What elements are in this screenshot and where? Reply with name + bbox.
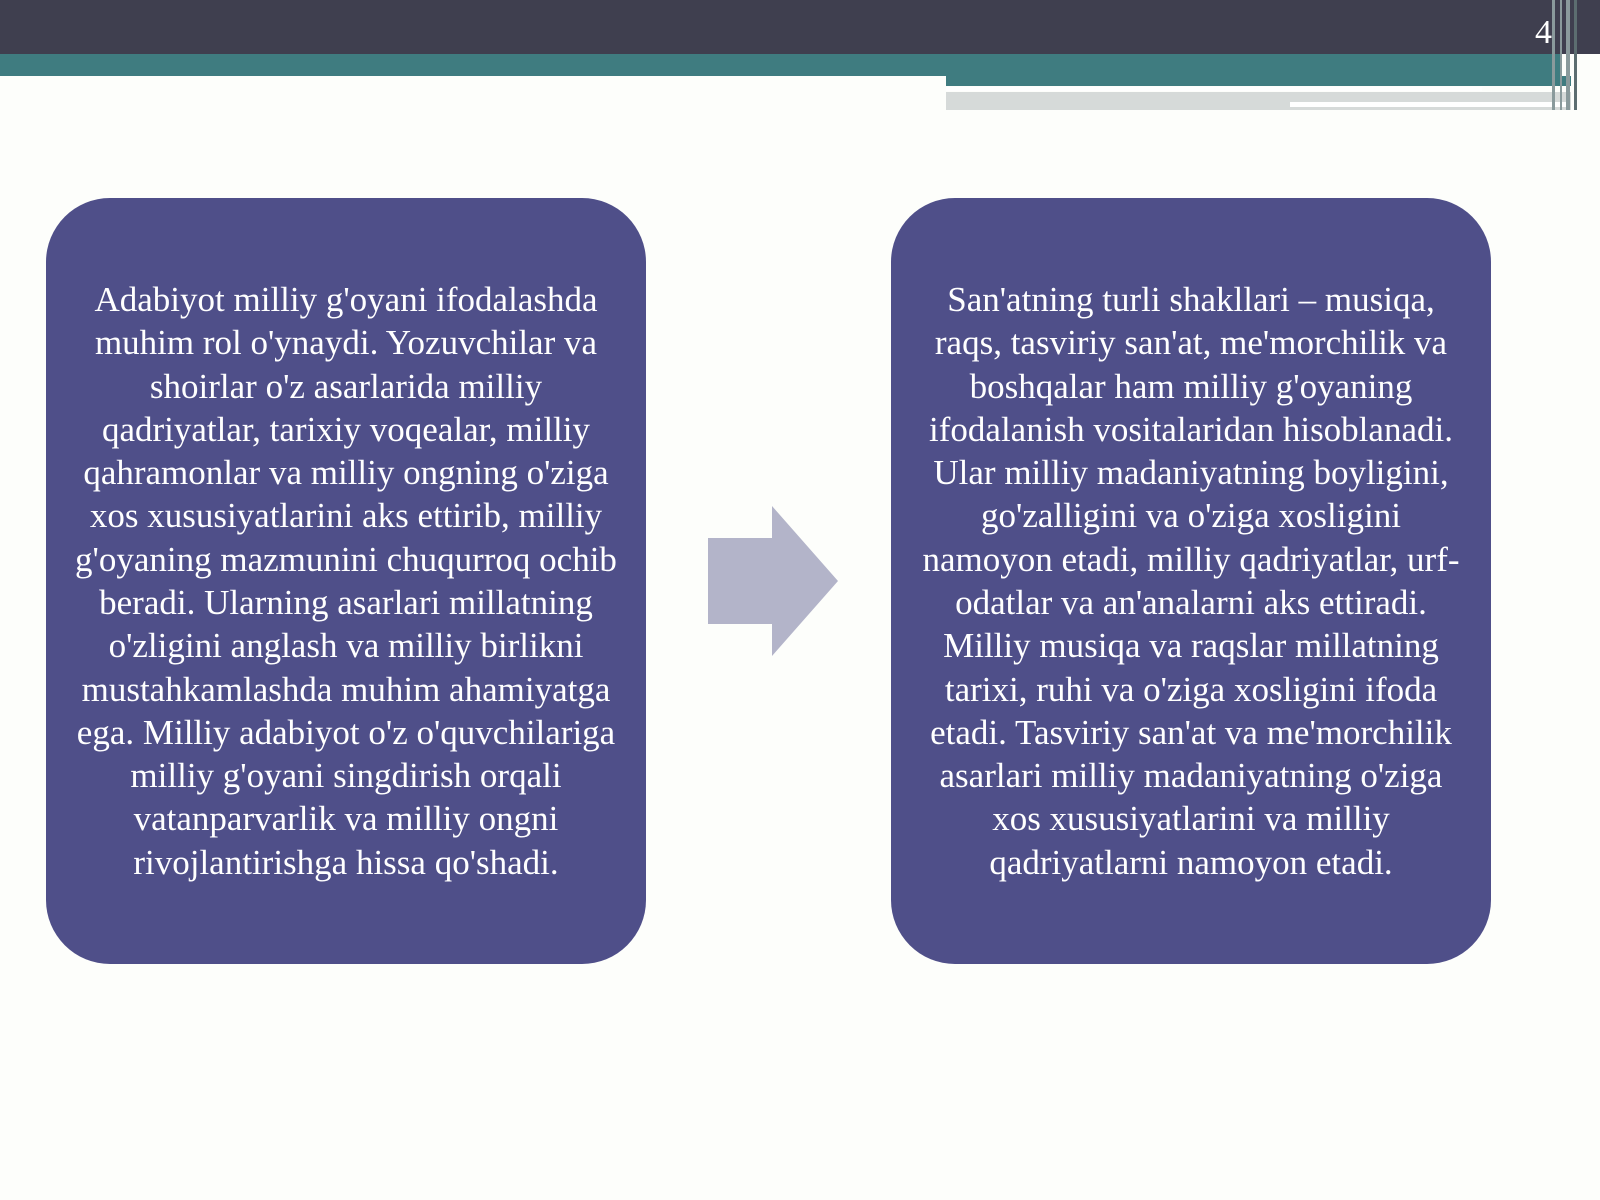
header-vertical-bar — [1566, 0, 1570, 110]
literature-text-box — [46, 198, 646, 964]
page-number: 4 — [1535, 14, 1552, 51]
header-vertical-bar — [1552, 0, 1555, 110]
header-vertical-bar — [1574, 0, 1577, 110]
header-dark-bar — [0, 0, 1600, 54]
art-text: San'atning turli shakllari – musiqa, raqs, tasviriy san'at, me'morchilik va boshqalar ham milliy g'oyaning ifodalanish vositalaridan hisoblanadi. Ular milliy madaniyatning boyligini, go'zalligini va o'ziga xosligini namoyon etadi, milliy qadriyatlar, urf-odatlar va an'analarni aks ettiradi. Milliy musiqa va raqslar millatning tarixi, ruhi va o'ziga xosligini ifoda etadi. Tasviriy san'at va me'morchilik asarlari milliy madaniyatning o'ziga xos xususiyatlarini va milliy qadriyatlarni namoyon etadi. — [922, 279, 1460, 882]
header-teal-band-right — [946, 76, 1571, 86]
header-grey-strip — [946, 92, 1571, 110]
header-vertical-bar — [1560, 0, 1562, 110]
header-teal-band — [0, 54, 1560, 76]
right-arrow-icon — [708, 506, 838, 656]
art-text-box — [891, 198, 1491, 964]
literature-text: Adabiyot milliy g'oyani ifodalashda muhim rol o'ynaydi. Yozuvchilar va shoirlar o'z asarlarida milliy qadriyatlar, tarixiy voqealar, milliy qahramonlar va milliy ongning o'ziga xos xususiyatlarini aks ettirib, milliy g'oyaning mazmunini chuqurroq ochib beradi. Ularning asarlari millatning o'zligini anglash va milliy birlikni mustahkamlashda muhim ahamiyatga ega. Milliy adabiyot o'z o'quvchilariga milliy g'oyani singdirish orqali vatanparvarlik va milliy ongni rivojlantirishga hissa qo'shadi. — [75, 279, 617, 882]
header-white-line — [1290, 102, 1570, 107]
header-white-line — [946, 87, 1482, 91]
